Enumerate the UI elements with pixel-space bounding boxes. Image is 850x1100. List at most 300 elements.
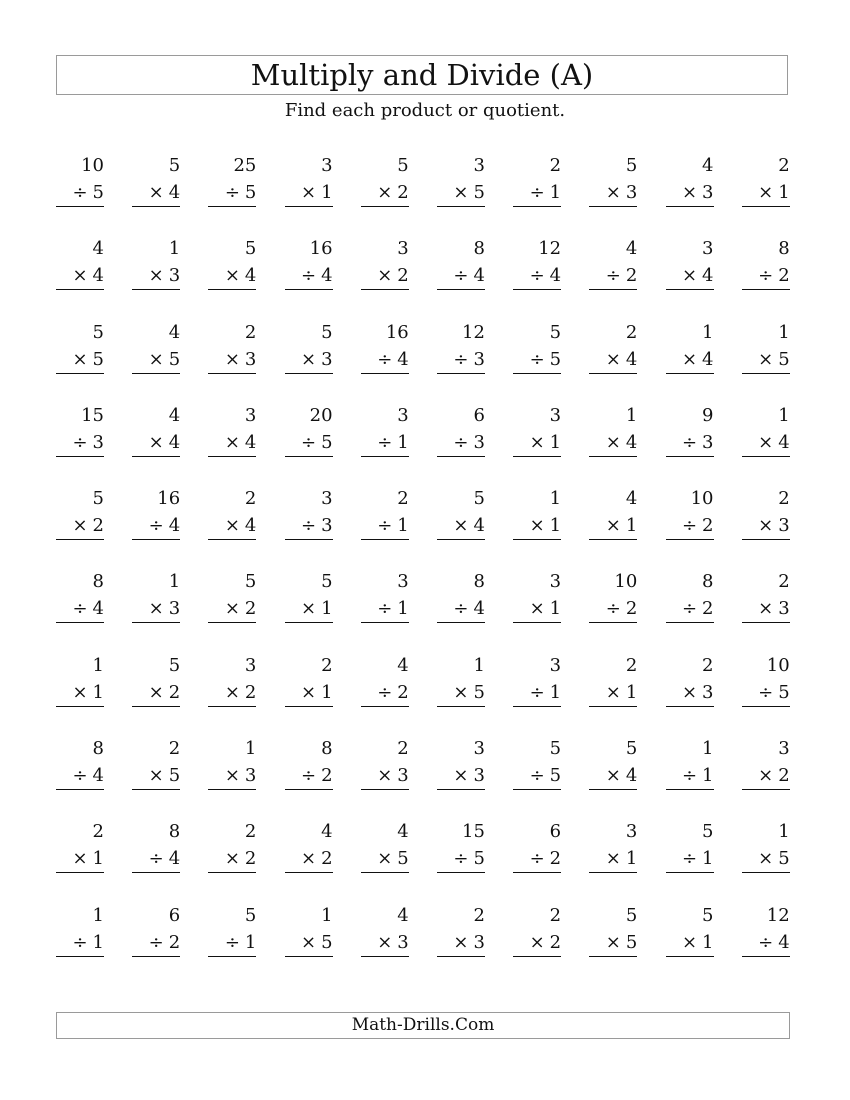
footer-box	[56, 1012, 790, 1039]
answer-line	[56, 373, 104, 374]
problem-top-number: 10	[81, 155, 104, 176]
problem-operator: ×	[605, 681, 621, 703]
answer-line	[666, 706, 714, 707]
problem-top-number: 5	[625, 738, 638, 760]
problem-bottom-line	[225, 764, 257, 788]
problem-operator: ÷	[453, 598, 469, 620]
problem-top-number: 5	[244, 571, 257, 593]
answer-line	[437, 789, 485, 790]
problem-operator: ÷	[529, 348, 545, 370]
problem-item	[513, 816, 561, 876]
answer-line	[361, 622, 409, 623]
problem-operator: ×	[758, 765, 774, 787]
problem-bottom-number: 5	[168, 765, 181, 787]
problem-bottom-number: 4	[473, 265, 485, 287]
problem-bottom-number: 2	[778, 765, 790, 787]
problem-top-number: 3	[397, 571, 409, 593]
problem-bottom-number: 1	[702, 848, 714, 870]
problem-bottom-number: 3	[702, 182, 714, 203]
problem-operator: ÷	[758, 931, 774, 953]
problem-item	[513, 483, 561, 543]
answer-line	[666, 789, 714, 790]
problem-bottom-number: 5	[397, 848, 409, 870]
problem-bottom-number: 1	[397, 431, 409, 453]
problem-item	[437, 150, 485, 210]
problem-operator: ×	[605, 848, 621, 870]
problem-bottom-line	[225, 597, 257, 621]
problem-operator: ×	[758, 848, 774, 870]
problem-bottom-line	[377, 264, 409, 288]
problem-item	[208, 816, 256, 876]
problem-bottom-number: 5	[168, 348, 181, 370]
problem-top-number: 3	[473, 155, 485, 176]
problem-bottom-line	[377, 931, 409, 955]
problem-top-number: 5	[92, 321, 104, 343]
problem-operator: ÷	[377, 515, 393, 537]
problem-top-number: 3	[244, 404, 257, 426]
problem-bottom-number: 3	[473, 431, 485, 453]
problem-operator: ×	[301, 681, 317, 703]
problem-bottom-line	[682, 597, 714, 621]
problem-top-number: 5	[473, 488, 485, 510]
problem-bottom-line	[149, 514, 181, 538]
problem-bottom-number: 3	[92, 431, 104, 453]
problem-bottom-number: 3	[473, 765, 485, 787]
answer-line	[666, 622, 714, 623]
problem-item	[132, 483, 180, 543]
answer-line	[56, 622, 104, 623]
problem-item	[437, 650, 485, 710]
problem-top-number: 16	[309, 238, 333, 260]
problem-operator: ×	[148, 765, 164, 787]
problem-top-number: 4	[625, 238, 638, 260]
problem-item	[361, 566, 409, 626]
problem-bottom-number: 4	[168, 515, 181, 537]
problem-bottom-number: 2	[168, 931, 181, 953]
answer-line	[208, 206, 256, 207]
answer-line	[589, 956, 637, 957]
problem-top-number: 2	[244, 488, 257, 510]
problem-operator: ×	[224, 431, 240, 453]
problem-bottom-number: 4	[321, 265, 333, 287]
answer-line	[208, 622, 256, 623]
answer-line	[513, 539, 561, 540]
problem-bottom-line	[682, 931, 714, 955]
problem-top-number: 3	[778, 738, 790, 760]
problem-bottom-number: 3	[473, 931, 485, 953]
problem-item	[589, 650, 637, 710]
problem-operator: ×	[453, 931, 469, 953]
problem-operator: ×	[529, 931, 545, 953]
problem-top-number: 6	[168, 904, 181, 926]
answer-line	[361, 956, 409, 957]
problem-operator: ÷	[681, 431, 698, 453]
problem-top-number: 8	[473, 571, 485, 593]
problem-bottom-number: 2	[244, 681, 257, 703]
problem-bottom-line	[72, 764, 104, 788]
problem-operator: ×	[681, 348, 698, 370]
problem-bottom-number: 3	[397, 765, 409, 787]
problem-bottom-line	[682, 431, 714, 455]
problem-bottom-number: 4	[92, 598, 104, 620]
answer-line	[361, 872, 409, 873]
problem-bottom-line	[225, 348, 257, 372]
problem-top-number: 5	[549, 321, 562, 343]
problem-top-number: 2	[778, 488, 790, 510]
problem-top-number: 2	[778, 155, 790, 176]
problem-operator: ÷	[224, 182, 240, 203]
problem-bottom-line	[530, 348, 562, 372]
problem-operator: ×	[72, 848, 88, 870]
problem-bottom-line	[72, 264, 104, 288]
problem-item	[666, 900, 714, 960]
problem-bottom-number: 5	[92, 348, 104, 370]
problem-top-number: 4	[92, 238, 104, 260]
answer-line	[132, 373, 180, 374]
problem-bottom-line	[758, 348, 790, 372]
problem-bottom-line	[149, 264, 181, 288]
answer-line	[437, 456, 485, 457]
problem-operator: ×	[605, 182, 621, 203]
problem-bottom-number: 1	[549, 598, 562, 620]
answer-line	[132, 789, 180, 790]
answer-line	[132, 539, 180, 540]
problem-item	[56, 400, 104, 460]
answer-line	[666, 206, 714, 207]
answer-line	[361, 373, 409, 374]
problem-top-number: 12	[766, 904, 790, 926]
problem-item	[132, 566, 180, 626]
problem-bottom-line	[606, 181, 638, 205]
answer-line	[285, 456, 333, 457]
answer-line	[361, 789, 409, 790]
problem-operator: ×	[453, 681, 469, 703]
problem-item	[56, 150, 104, 210]
problem-bottom-number: 4	[549, 265, 562, 287]
problem-bottom-line	[453, 348, 485, 372]
problem-top-number: 2	[244, 321, 257, 343]
problem-bottom-line	[606, 931, 638, 955]
answer-line	[589, 206, 637, 207]
problem-top-number: 15	[81, 404, 104, 426]
answer-line	[742, 289, 790, 290]
problem-bottom-number: 2	[549, 931, 562, 953]
problem-item	[361, 317, 409, 377]
problem-top-number: 8	[778, 238, 790, 260]
answer-line	[589, 539, 637, 540]
answer-line	[513, 373, 561, 374]
problem-bottom-line	[72, 681, 104, 705]
problem-top-number: 1	[778, 821, 790, 843]
problem-item	[742, 150, 790, 210]
problem-top-number: 2	[397, 738, 409, 760]
problem-bottom-line	[149, 181, 181, 205]
problem-item	[437, 233, 485, 293]
problem-top-number: 1	[702, 321, 714, 343]
problem-item	[285, 733, 333, 793]
problem-bottom-number: 4	[778, 431, 790, 453]
problem-top-number: 1	[168, 238, 181, 260]
problem-item	[132, 900, 180, 960]
problem-item	[589, 733, 637, 793]
problem-operator: ÷	[224, 931, 240, 953]
problem-operator: ×	[148, 681, 164, 703]
problem-bottom-line	[758, 764, 790, 788]
problem-item	[589, 150, 637, 210]
problem-top-number: 4	[397, 904, 409, 926]
problem-bottom-number: 3	[321, 515, 333, 537]
problem-bottom-number: 3	[702, 681, 714, 703]
problem-operator: ×	[453, 765, 469, 787]
problem-operator: ×	[377, 765, 393, 787]
problem-top-number: 5	[702, 904, 714, 926]
answer-line	[589, 289, 637, 290]
problem-item	[56, 566, 104, 626]
problem-operator: ÷	[377, 431, 393, 453]
problem-bottom-line	[225, 514, 257, 538]
problem-operator: ÷	[453, 848, 469, 870]
problem-bottom-number: 5	[549, 348, 562, 370]
answer-line	[132, 289, 180, 290]
problem-item	[208, 233, 256, 293]
problem-top-number: 3	[625, 821, 638, 843]
answer-line	[208, 539, 256, 540]
problem-bottom-number: 2	[702, 598, 714, 620]
problem-top-number: 6	[549, 821, 562, 843]
problem-bottom-line	[530, 514, 562, 538]
problem-item	[589, 483, 637, 543]
problem-bottom-line	[377, 431, 409, 455]
problem-operator: ×	[301, 182, 317, 203]
problem-item	[589, 233, 637, 293]
problem-top-number: 8	[92, 571, 104, 593]
answer-line	[56, 956, 104, 957]
problem-item	[513, 400, 561, 460]
problem-bottom-line	[682, 181, 714, 205]
problem-bottom-number: 1	[397, 515, 409, 537]
problem-item	[361, 233, 409, 293]
answer-line	[589, 706, 637, 707]
problem-bottom-number: 3	[321, 348, 333, 370]
answer-line	[285, 289, 333, 290]
problem-item	[56, 317, 104, 377]
problem-bottom-line	[758, 431, 790, 455]
problem-item	[513, 317, 561, 377]
problem-bottom-number: 4	[778, 931, 790, 953]
problem-bottom-line	[149, 847, 181, 871]
answer-line	[132, 622, 180, 623]
problem-bottom-number: 1	[397, 598, 409, 620]
problem-bottom-line	[453, 264, 485, 288]
problem-bottom-number: 4	[244, 265, 257, 287]
problem-item	[513, 566, 561, 626]
answer-line	[285, 206, 333, 207]
answer-line	[56, 539, 104, 540]
problem-bottom-number: 3	[625, 182, 638, 203]
problem-top-number: 2	[549, 904, 562, 926]
problem-item	[208, 150, 256, 210]
problem-bottom-line	[377, 597, 409, 621]
problem-item	[208, 650, 256, 710]
problem-top-number: 4	[397, 654, 409, 676]
answer-line	[742, 706, 790, 707]
problem-operator: ÷	[301, 515, 317, 537]
problem-item	[513, 233, 561, 293]
answer-line	[666, 373, 714, 374]
problem-item	[132, 400, 180, 460]
problem-top-number: 4	[397, 821, 409, 843]
answer-line	[513, 622, 561, 623]
problem-top-number: 5	[92, 488, 104, 510]
answer-line	[437, 539, 485, 540]
problem-bottom-number: 2	[244, 598, 257, 620]
answer-line	[437, 706, 485, 707]
problem-top-number: 2	[321, 654, 333, 676]
problem-bottom-line	[758, 264, 790, 288]
problem-item	[437, 483, 485, 543]
answer-line	[208, 373, 256, 374]
problem-top-number: 8	[168, 821, 181, 843]
problem-operator: ×	[605, 431, 621, 453]
problem-bottom-number: 4	[625, 765, 638, 787]
problem-operator: ÷	[148, 515, 164, 537]
answer-line	[208, 789, 256, 790]
problem-operator: ×	[377, 931, 393, 953]
problem-bottom-number: 1	[321, 681, 333, 703]
problem-operator: ×	[453, 515, 469, 537]
problem-bottom-line	[377, 764, 409, 788]
problem-bottom-line	[149, 348, 181, 372]
problem-bottom-number: 1	[92, 931, 104, 953]
problem-bottom-line	[225, 681, 257, 705]
problem-operator: ×	[377, 848, 393, 870]
problem-operator: ÷	[148, 848, 164, 870]
problem-item	[208, 400, 256, 460]
problem-top-number: 1	[321, 904, 333, 926]
problem-item	[437, 816, 485, 876]
problem-operator: ×	[148, 348, 164, 370]
problem-item	[208, 900, 256, 960]
answer-line	[208, 872, 256, 873]
problem-item	[132, 733, 180, 793]
problem-bottom-line	[453, 681, 485, 705]
problem-operator: ×	[148, 265, 164, 287]
problem-top-number: 10	[690, 488, 714, 510]
problem-bottom-line	[377, 681, 409, 705]
problem-operator: ÷	[529, 848, 545, 870]
problem-item	[437, 566, 485, 626]
answer-line	[285, 789, 333, 790]
problem-operator: ×	[605, 931, 621, 953]
problem-bottom-line	[682, 514, 714, 538]
problem-bottom-line	[453, 514, 485, 538]
problem-bottom-line	[530, 264, 562, 288]
problem-top-number: 2	[702, 654, 714, 676]
problem-top-number: 4	[168, 404, 181, 426]
answer-line	[56, 206, 104, 207]
problem-item	[589, 816, 637, 876]
problem-bottom-line	[301, 181, 333, 205]
problem-top-number: 8	[702, 571, 714, 593]
answer-line	[513, 789, 561, 790]
problem-operator: ÷	[377, 598, 393, 620]
answer-line	[285, 373, 333, 374]
title-box	[56, 55, 788, 95]
problem-top-number: 12	[538, 238, 562, 260]
problem-bottom-line	[758, 181, 790, 205]
problem-bottom-number: 2	[168, 681, 181, 703]
answer-line	[361, 539, 409, 540]
answer-line	[589, 456, 637, 457]
problem-item	[513, 733, 561, 793]
problem-item	[208, 566, 256, 626]
problem-top-number: 3	[244, 654, 257, 676]
problem-operator: ÷	[377, 348, 393, 370]
answer-line	[589, 872, 637, 873]
problem-top-number: 3	[321, 155, 333, 176]
problem-bottom-line	[377, 348, 409, 372]
problem-operator: ×	[72, 681, 88, 703]
problem-bottom-line	[530, 181, 562, 205]
problem-bottom-line	[606, 681, 638, 705]
problem-item	[589, 900, 637, 960]
answer-line	[437, 956, 485, 957]
problem-top-number: 5	[549, 738, 562, 760]
problem-item	[513, 650, 561, 710]
problem-item	[666, 650, 714, 710]
answer-line	[666, 289, 714, 290]
answer-line	[208, 289, 256, 290]
problem-operator: ÷	[529, 681, 545, 703]
problem-operator: ×	[224, 348, 240, 370]
problem-operator: ×	[758, 182, 774, 203]
problem-bottom-number: 5	[244, 182, 257, 203]
problem-top-number: 5	[321, 571, 333, 593]
problem-bottom-line	[530, 847, 562, 871]
problem-bottom-line	[453, 931, 485, 955]
problem-item	[361, 650, 409, 710]
problem-bottom-line	[301, 847, 333, 871]
problem-item	[742, 233, 790, 293]
problem-bottom-line	[301, 597, 333, 621]
problem-bottom-number: 2	[397, 681, 409, 703]
problem-operator: ×	[529, 598, 545, 620]
problem-operator: ×	[148, 182, 164, 203]
answer-line	[132, 206, 180, 207]
answer-line	[437, 872, 485, 873]
answer-line	[285, 872, 333, 873]
problem-top-number: 2	[778, 571, 790, 593]
problem-top-number: 10	[766, 654, 790, 676]
problem-operator: ×	[224, 681, 240, 703]
answer-line	[589, 373, 637, 374]
problem-operator: ÷	[681, 765, 698, 787]
problem-bottom-line	[301, 514, 333, 538]
problem-item	[437, 317, 485, 377]
problem-top-number: 2	[549, 155, 562, 176]
problem-operator: ×	[758, 431, 774, 453]
answer-line	[285, 539, 333, 540]
problem-bottom-line	[530, 431, 562, 455]
problem-operator: ÷	[301, 265, 317, 287]
problem-bottom-line	[606, 514, 638, 538]
problem-bottom-line	[72, 597, 104, 621]
problem-top-number: 3	[549, 654, 562, 676]
problem-bottom-line	[606, 847, 638, 871]
problem-operator: ÷	[529, 765, 545, 787]
problem-item	[285, 816, 333, 876]
problem-item	[132, 233, 180, 293]
